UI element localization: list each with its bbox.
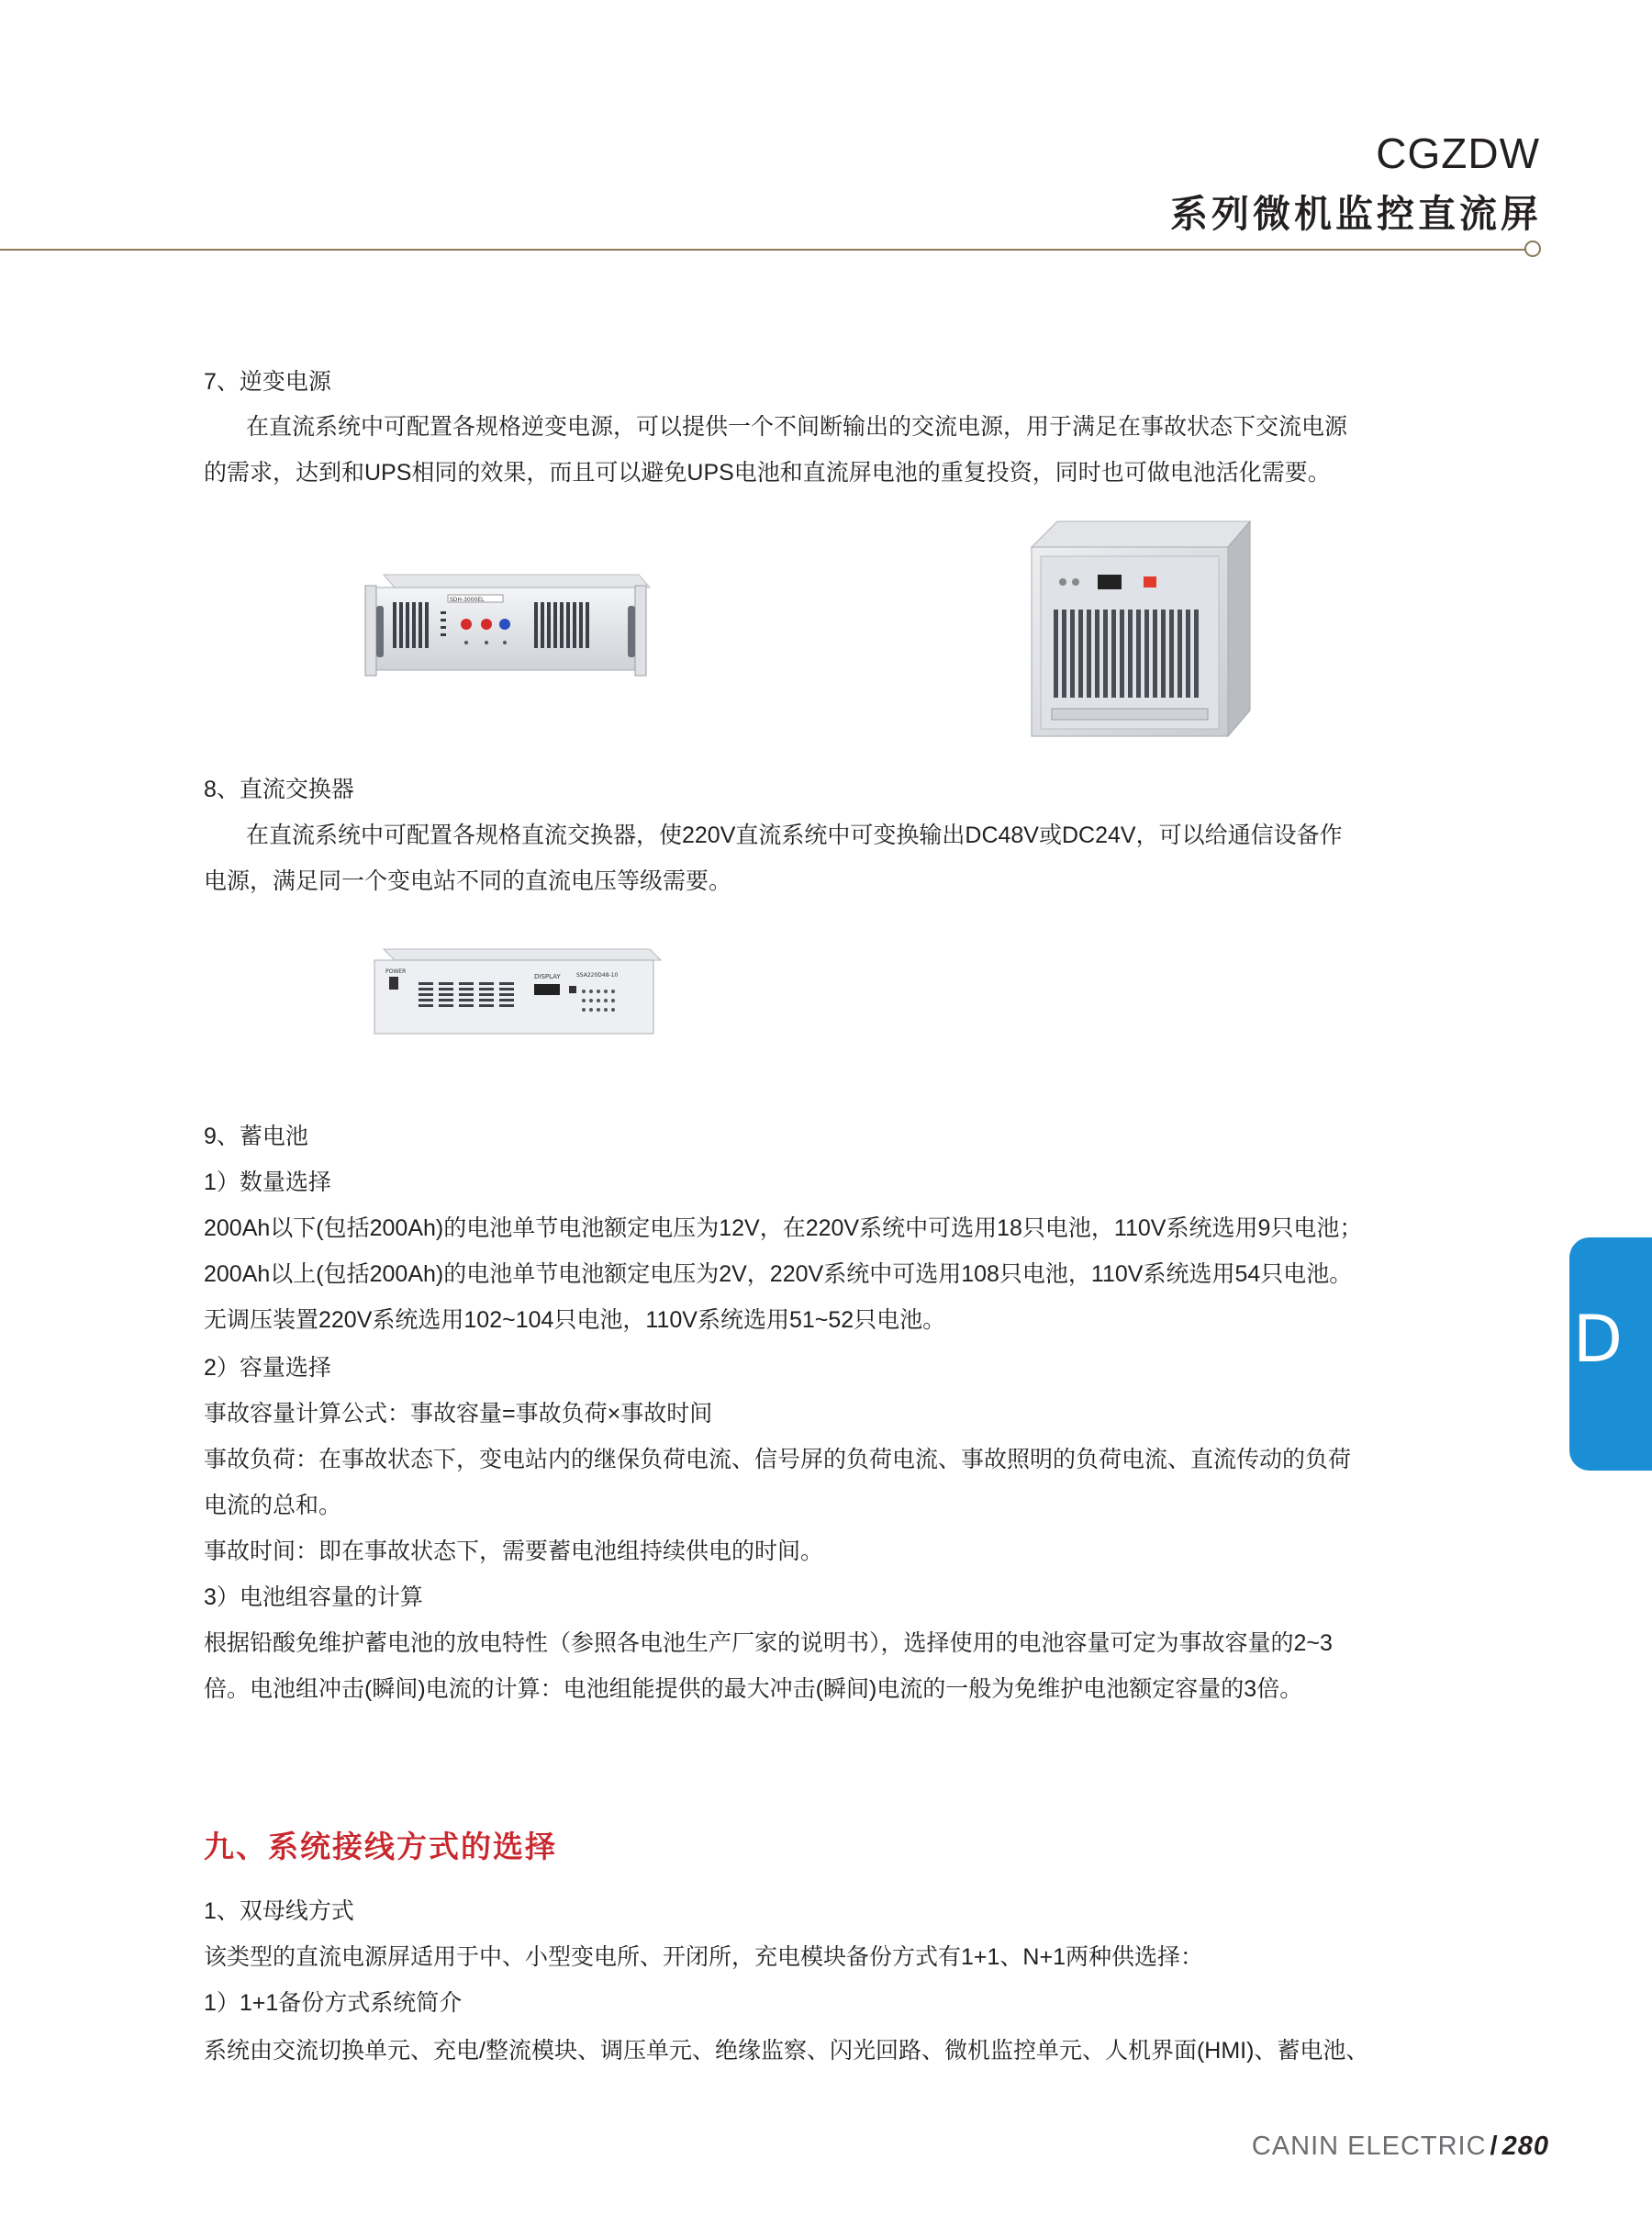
footer-brand: CANIN ELECTRIC xyxy=(1251,2132,1487,2161)
section7-heading: 7、逆变电源 xyxy=(204,369,331,395)
section8-line2: 电源，满足同一个变电站不同的直流电压等级需要。 xyxy=(204,868,732,894)
converter-power-label: POWER xyxy=(385,968,407,975)
charger-module-image xyxy=(1024,520,1252,740)
header-code: CGZDW xyxy=(1376,129,1540,177)
converter-model-label: SSA220D48-10 xyxy=(576,972,619,979)
side-section-tab xyxy=(1569,1237,1652,1471)
chapter9-p1: 该类型的直流电源屏适用于中、小型变电所、开闭所，充电模块备份方式有1+1、N+1两种供选择： xyxy=(204,1944,1203,1970)
header-rule-end-circle xyxy=(1524,241,1541,257)
footer xyxy=(1252,2132,1549,2162)
header-title: 系列微机监控直流屏 xyxy=(1170,193,1542,235)
converter-display-label: DISPLAY xyxy=(534,973,561,980)
rack-inverter-image xyxy=(363,567,653,687)
section8-line1: 在直流系统中可配置各规格直流交换器，使220V直流系统中可变换输出DC48V或DC24V，可以给通信设备作 xyxy=(246,822,1343,848)
section9-p5b: 电流的总和。 xyxy=(204,1493,342,1518)
section9-p7a: 根据铅酸免维护蓄电池的放电特性（参照各电池生产厂家的说明书），选择使用的电池容量可定为事故容量的2~3 xyxy=(204,1630,1333,1656)
section9-p7b: 倍。电池组冲击(瞬间)电流的计算：电池组能提供的最大冲击(瞬间)电流的一般为免维护电池额定容量的3倍。 xyxy=(204,1676,1303,1702)
section8-heading: 8、直流交换器 xyxy=(204,777,354,802)
footer-separator: / xyxy=(1490,2132,1499,2161)
section9-p3: 无调压装置220V系统选用102~104只电池，110V系统选用51~52只电池。 xyxy=(204,1307,946,1333)
side-tab-letter: D xyxy=(1573,1302,1623,1377)
section7-line2: 的需求，达到和UPS相同的效果，而且可以避免UPS电池和直流屏电池的重复投资，同时也可做电池活化需要。 xyxy=(204,460,1331,486)
dc-converter-image xyxy=(371,946,664,1041)
page-number: 280 xyxy=(1501,2132,1549,2161)
section7-line1: 在直流系统中可配置各规格逆变电源，可以提供一个不间断输出的交流电源，用于满足在事故状态下交流电源 xyxy=(246,414,1348,440)
section9-p4: 事故容量计算公式：事故容量=事故负荷×事故时间 xyxy=(204,1401,713,1427)
chapter9-sub2: 1）1+1备份方式系统简介 xyxy=(204,1990,463,2016)
section9-sub1: 1）数量选择 xyxy=(204,1169,331,1195)
header-rule xyxy=(0,249,1527,251)
chapter9-title: 九、系统接线方式的选择 xyxy=(204,1830,557,1863)
section9-p2: 200Ah以上(包括200Ah)的电池单节电池额定电压为2V，220V系统中可选用108只电池，110V系统选用54只电池。 xyxy=(204,1261,1353,1287)
section9-p1: 200Ah以下(包括200Ah)的电池单节电池额定电压为12V，在220V系统中可选用18只电池，110V系统选用9只电池； xyxy=(204,1215,1363,1241)
section9-heading: 9、蓄电池 xyxy=(204,1124,308,1149)
section9-sub2: 2）容量选择 xyxy=(204,1355,331,1381)
chapter9-p2: 系统由交流切换单元、充电/整流模块、调压单元、绝缘监察、闪光回路、微机监控单元、人机界面(HMI)、蓄电池、 xyxy=(204,2038,1369,2064)
section9-sub3: 3）电池组容量的计算 xyxy=(204,1584,423,1610)
chapter9-sub1: 1、双母线方式 xyxy=(204,1898,354,1924)
section9-p5a: 事故负荷：在事故状态下，变电站内的继保负荷电流、信号屏的负荷电流、事故照明的负荷电流、直流传动的负荷 xyxy=(204,1447,1352,1472)
rack-inverter-label: SDH-3000EL xyxy=(450,597,485,603)
section9-p6: 事故时间：即在事故状态下，需要蓄电池组持续供电的时间。 xyxy=(204,1539,824,1564)
